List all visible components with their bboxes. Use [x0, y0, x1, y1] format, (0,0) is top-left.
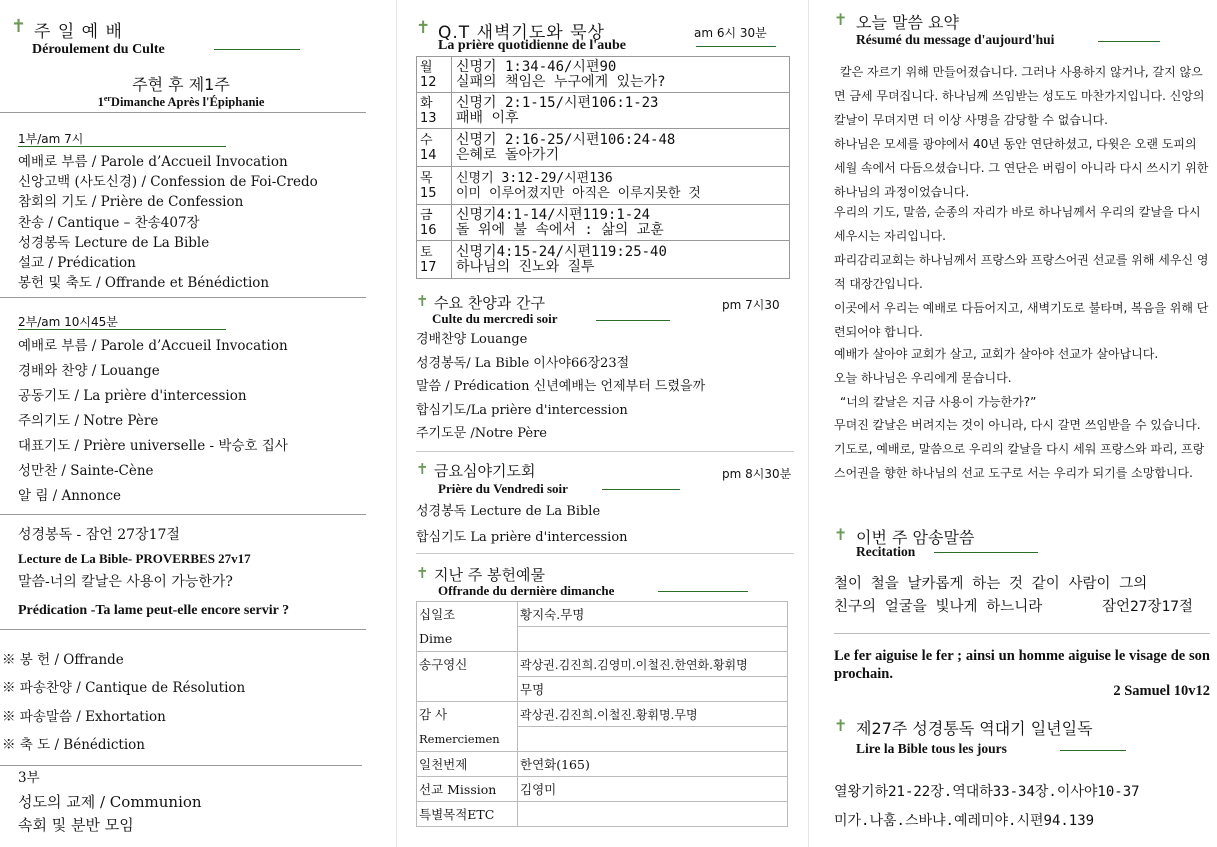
list-item: 예배로 부름 / Parole d’Accueil Invocation [18, 338, 288, 354]
qt-day: 수14 [417, 129, 452, 167]
cross-icon: ✝ [834, 716, 848, 735]
service2-list [18, 334, 288, 509]
table-row [417, 802, 788, 827]
recitation-title: 이번 주 암송말씀 [856, 528, 975, 547]
list-item: 성경봉독 Lecture de La Bible [18, 234, 210, 251]
qt-passage: 신명기 3:12-29/시편136 이미 이루어졌지만 아직은 이루지못한 것 [452, 167, 790, 205]
offering-value [518, 727, 788, 752]
summary-paragraph: 칼은 자르기 위해 만들어졌습니다. 그러나 사용하지 않거나, 갈지 않으면 금세 무뎌집니다. 하나님께 쓰임받는 성도도 마찬가지입니다. 신앙의 칼날이 무뎌지면 더 이상 사명을 감당할 수 없습니다. [834, 65, 1205, 128]
offering-label: 일천번제 [417, 752, 518, 777]
service1-header: 1부/am 7시 [18, 132, 84, 146]
qt-day: 금16 [417, 205, 452, 241]
summary-paragraph: 무뎌진 칼날은 버려지는 것이 아니라, 다시 갈면 쓰임받을 수 있습니다. 기도로, 예배로, 말씀으로 우리의 칼날을 다시 세워 프랑스와 파리, 프랑스어권을 향한 하나님의 선교 도구로 서는 우리가 되기를 소망합니다. [834, 418, 1205, 481]
offering-value: 황지숙.무명 [518, 602, 788, 627]
offering-value [518, 802, 788, 827]
list-item: 봉헌 및 축도 / Offrande et Bénédiction [18, 275, 270, 292]
table-row [417, 777, 788, 802]
table-row [417, 129, 790, 167]
table-row [417, 752, 788, 777]
list-item: ※ 파송찬양 / Cantique de Résolution [2, 680, 246, 697]
summary-title: 오늘 말씀 요약 [856, 13, 959, 32]
offering-label: Dime [417, 627, 518, 652]
offering-table [416, 601, 788, 827]
list-item: 대표기도 / Prière universelle - 박승호 집사 [18, 438, 288, 454]
cross-icon: ✝ [11, 16, 27, 37]
closing-list [2, 646, 245, 759]
bible-reading-line1: 열왕기하21-22장.역대하33-34장.이사야10-37 [834, 784, 1140, 800]
offering-label: 십일조 [417, 602, 518, 627]
wed-underline [596, 320, 670, 321]
table-row [417, 702, 788, 727]
offering-title-fr: Offrande du dernière dimanche [438, 583, 615, 598]
table-row [417, 93, 790, 129]
recitation-fr: Le fer aiguise le fer ; ainsi un homme aiguise le visage de son prochain. [834, 648, 1210, 682]
qt-underline [696, 46, 776, 47]
list-item: 성만찬 / Sainte-Cène [18, 463, 154, 479]
part3-list [18, 791, 202, 837]
table-row [417, 205, 790, 241]
table-row [417, 241, 790, 279]
title-underline [214, 49, 300, 50]
list-item: 설교 / Prédication [18, 255, 136, 272]
summary-paragraph: 이곳에서 우리는 예배로 다듬어지고, 새벽기도로 불타며, 복음을 위해 단련되어야 합니다. [834, 301, 1209, 340]
table-row [417, 602, 788, 627]
qt-passage: 신명기 1:34-46/시편90 실패의 책임은 누구에게 있는가? [452, 57, 790, 93]
worship-order-column [0, 0, 392, 847]
service1-underline [18, 146, 226, 147]
table-row [417, 652, 788, 677]
offering-title: 지난 주 봉헌예물 [434, 566, 545, 584]
recitation-title-fr: Recitation [856, 544, 916, 559]
week-title: 주현 후 제1주 [132, 75, 230, 94]
week-title-fr: 1erDimanche Après l'Épiphanie [97, 94, 265, 110]
fri-list [416, 499, 628, 551]
wed-title: 수요 찬양과 간구 [434, 294, 545, 312]
table-row [417, 677, 788, 702]
qt-passage: 신명기 2:16-25/시편106:24-48 은혜로 돌아가기 [452, 129, 790, 167]
table-row [417, 57, 790, 93]
qt-day: 토17 [417, 241, 452, 279]
summary-paragraph: 우리의 기도, 말씀, 순종의 자리가 바로 하나님께서 우리의 칼날을 다시 세우시는 자리입니다. [834, 205, 1201, 244]
list-item: 알 림 / Annonce [18, 488, 122, 504]
list-item: 말씀 / Prédication 신년예배는 언제부터 드렸을까 [416, 379, 706, 394]
table-row [417, 167, 790, 205]
bible-reading-underline [1060, 750, 1126, 751]
list-item: 성경봉독/ La Bible 이사야66장23절 [416, 355, 630, 371]
offering-value [518, 627, 788, 652]
list-item: 주의기도 / Notre Père [18, 413, 159, 429]
cross-icon: ✝ [416, 292, 429, 310]
qt-passage: 신명기4:15-24/시편119:25-40 하나님의 진노와 질투 [452, 241, 790, 279]
worship-title-fr: Déroulement du Culte [32, 42, 165, 57]
qt-passage: 신명기4:1-14/시편119:1-24 돌 위에 불 속에서 : 삶의 교훈 [452, 205, 790, 241]
sermon-fr: Prédication -Ta lame peut-elle encore servir ? [18, 603, 290, 618]
offering-value: 한연화(165) [518, 752, 788, 777]
list-item: 합심기도/La prière d'intercession [416, 402, 628, 418]
list-item: ※ 파송말씀 / Exhortation [2, 708, 166, 725]
reading-fr: Lecture de La Bible- PROVERBES 27v17 [18, 551, 251, 566]
recitation-fr-ref: 2 Samuel 10v12 [1113, 683, 1210, 699]
service2-header: 2부/am 10시45분 [18, 315, 118, 329]
fri-underline [602, 489, 680, 490]
list-item: 경배와 찬양 / Louange [18, 363, 160, 379]
qt-time: am 6시 30분 [694, 26, 767, 40]
list-item: 속회 및 분반 모임 [18, 816, 134, 834]
summary-paragraph: 오늘 하나님은 우리에게 묻습니다. [834, 371, 1012, 385]
summary-paragraph: 파리감리교회는 하나님께서 프랑스와 프랑스어권 선교를 위해 세우신 영적 대장간입니다. [834, 253, 1209, 292]
qt-title-fr: La prière quotidienne de l'aube [438, 38, 626, 53]
qt-passage: 신명기 2:1-15/시편106:1-23 패배 이후 [452, 93, 790, 129]
offering-value: 곽상권.김진희.이철진.황휘명.무명 [518, 702, 788, 727]
offering-label: Remerciemen [417, 727, 518, 752]
worship-title: 주 일 예 배 [34, 22, 123, 42]
summary-paragraph: 하나님은 모세를 광야에서 40년 동안 연단하셨고, 다윗은 오랜 도피의 세월 속에서 다듬으셨습니다. 그 연단은 버림이 아니라 다시 쓰시기 위한 하나님의 과정이었습니다. [834, 137, 1209, 200]
bible-reading-title-fr: Lire la Bible tous les jours [856, 741, 1007, 756]
offering-label: 감 사 [417, 702, 518, 727]
wed-time: pm 7시30 [722, 298, 780, 312]
qt-table [416, 56, 790, 279]
fri-time: pm 8시30분 [722, 467, 792, 481]
offering-value: 무명 [518, 677, 788, 702]
service2-underline [18, 329, 226, 330]
list-item: ※ 축 도 / Bénédiction [2, 736, 145, 753]
table-row [417, 627, 788, 652]
offering-underline [658, 591, 748, 592]
summary-question: “너의 칼날은 지금 사용이 가능한가?” [840, 395, 1037, 409]
qt-day: 목15 [417, 167, 452, 205]
weekly-schedule-column [408, 0, 803, 847]
offering-label [417, 677, 518, 702]
fri-title-fr: Prière du Vendredi soir [438, 481, 568, 496]
cross-icon: ✝ [834, 525, 848, 544]
offering-label: 선교 Mission [417, 777, 518, 802]
list-item: 예배로 부름 / Parole d’Accueil Invocation [18, 154, 288, 170]
list-item: 참회의 기도 / Prière de Confession [18, 194, 244, 211]
bible-reading-line2: 미가.나훔.스바냐.예레미야.시편94.139 [834, 813, 1095, 829]
qt-day: 화13 [417, 93, 452, 129]
offering-value: 곽상권.김진희.김영미.이철진.한연화.황휘명 [518, 652, 788, 677]
list-item: 주기도문 /Notre Père [416, 426, 547, 441]
wed-title-fr: Culte du mercredi soir [432, 311, 558, 326]
fri-title: 금요심야기도회 [434, 462, 536, 480]
recitation-underline [934, 552, 1038, 553]
reading-ko: 성경봉독 - 잠언 27장17절 [18, 527, 180, 543]
summary-paragraph: 예배가 살아야 교회가 살고, 교회가 살아야 선교가 살아납니다. [834, 347, 1159, 361]
qt-title: Q.T 새벽기도와 묵상 [438, 23, 605, 43]
offering-value: 김영미 [518, 777, 788, 802]
list-item: 경배찬양 Louange [416, 332, 528, 347]
summary-underline [1098, 41, 1160, 42]
bible-reading-title: 제27주 성경통독 역대기 일년일독 [856, 719, 1093, 738]
offering-label: 송구영신 [417, 652, 518, 677]
service1-list [18, 152, 318, 293]
recitation-ko-line2: 친구의 얼굴을 빛나게 하느니라 [834, 599, 1043, 615]
cross-icon: ✝ [416, 18, 431, 38]
message-column [820, 0, 1217, 847]
offering-label: 특별목적ETC [417, 802, 518, 827]
list-item: 성도의 교제 / Communion [18, 793, 202, 811]
list-item: ※ 봉 헌 / Offrande [2, 652, 124, 668]
recitation-ko-ref: 잠언27장17절 [1102, 599, 1193, 615]
summary-title-fr: Résumé du message d'aujourd'hui [856, 32, 1055, 47]
cross-icon: ✝ [834, 10, 848, 29]
table-row [417, 727, 788, 752]
list-item: 찬송 / Cantique – 찬송407장 [18, 214, 200, 231]
wed-list [416, 328, 705, 446]
list-item: 공동기도 / La prière d'intercession [18, 388, 247, 404]
part3-header: 3부 [18, 770, 40, 786]
list-item: 합심기도 La prière d'intercession [416, 530, 628, 545]
recitation-ko-line1: 철이 철을 날카롭게 하는 것 같이 사람이 그의 [834, 576, 1148, 592]
list-item: 성경봉독 Lecture de La Bible [416, 504, 601, 519]
sermon-ko: 말씀-너의 칼날은 사용이 가능한가? [18, 574, 233, 590]
cross-icon: ✝ [416, 460, 429, 478]
cross-icon: ✝ [416, 564, 429, 582]
list-item: 신앙고백 (사도신경) / Confession de Foi-Credo [18, 174, 318, 191]
qt-day: 월12 [417, 57, 452, 93]
